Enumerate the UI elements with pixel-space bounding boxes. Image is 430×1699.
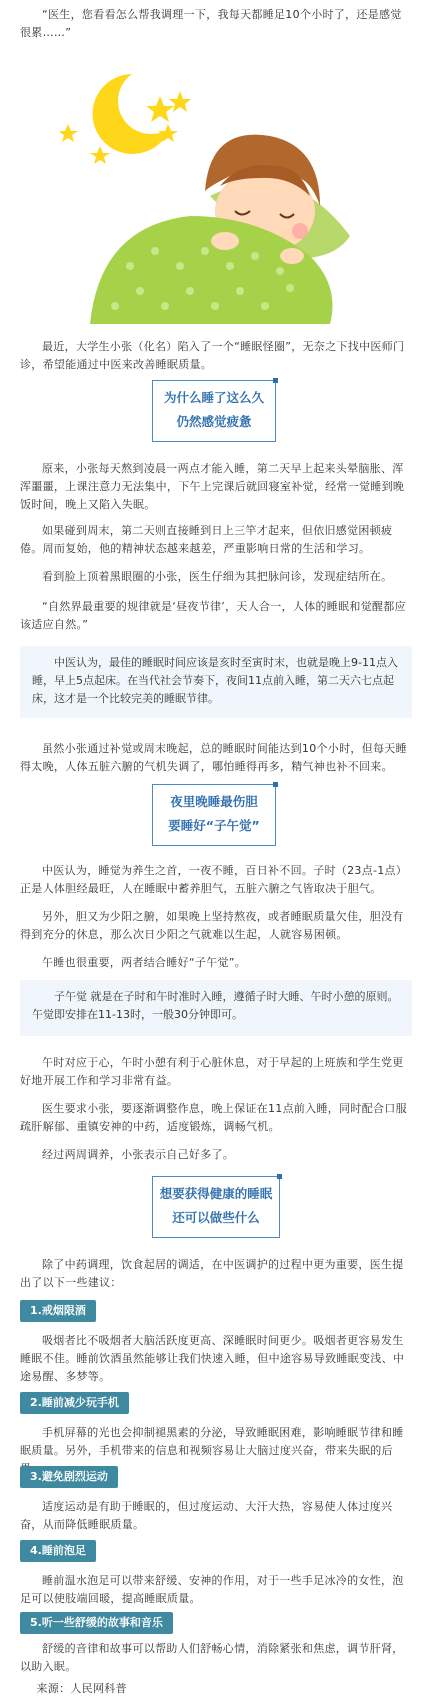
tip-tag: 5.听一些舒缓的故事和音乐	[20, 1612, 173, 1634]
paragraph: 原来，小张每天熬到凌晨一两点才能入睡，第二天早上起来头晕脑胀、浑浑噩噩，上课注意力无法集中，下午上完课后就回寝室补觉，经常一觉睡到晚饭时间，晚上又陷入失眠。	[20, 462, 405, 511]
paragraph: 经过两周调养，小张表示自己好多了。	[42, 1148, 235, 1161]
tip-tag: 1.戒烟限酒	[20, 1300, 96, 1322]
highlight-box: 中医认为，最佳的睡眠时间应该是亥时至寅时末，也就是晚上9-11点入睡，早上5点起床。在当代社会节奏下，夜间11点前入睡，第二天六七点起床，这才是一个比较完美的睡眠节律。	[20, 646, 412, 718]
paragraph: 除了中药调理，饮食起居的调适，在中医调护的过程中更为重要，医生提出了以下一些建议：	[20, 1258, 404, 1289]
paragraph: 中医认为，睡觉为养生之首，一夜不睡，百日补不回。子时（23点-1点）正是人体胆经最旺，人在睡眠中蓄养胆气，五脏六腑之气皆取决于胆气。	[20, 864, 408, 895]
tip-text: 手机屏幕的光也会抑制褪黑素的分泌，导致睡眠困难，影响睡眠节律和睡眠质量。另外，手机带来的信息和视频容易让大脑过度兴奋，带来失眠的后	[20, 1426, 404, 1457]
paragraph: 看到脸上顶着黑眼圈的小张，医生仔细为其把脉问诊，发现症结所在。	[42, 570, 393, 583]
tip-text: 适度运动是有助于睡眠的，但过度运动、大汗大热，容易使人体过度兴奋，从而降低睡眠质量。	[20, 1500, 393, 1531]
tip-text: 睡前温水泡足可以带来舒缓、安神的作用，对于一些手足冰冷的女性，泡足可以使肢端回暖，提高睡眠质量。	[20, 1574, 404, 1605]
highlight-box: 子午觉 就是在子时和午时准时入睡，遵循子时大睡、午时小憩的原则。午觉即安排在11-13时，一般30分钟即可。	[20, 980, 412, 1036]
tip-tag: 2.睡前减少玩手机	[20, 1392, 129, 1414]
paragraph: 另外，胆又为少阳之腑，如果晚上坚持熬夜，或者睡眠质量欠佳，胆没有得到充分的休息，那么次日少阳之气就难以生起，人就容易困顿。	[20, 910, 404, 941]
intro-quote: “医生，您看看怎么帮我调理一下，我每天都睡足10个小时了，还是感觉很累……”	[20, 8, 402, 39]
paragraph: 如果碰到周末，第二天则直接睡到日上三竿才起来，但依旧感觉困顿疲倦。周而复始，他的精神状态越来越差，严重影响日常的生活和学习。	[20, 524, 393, 555]
section-title-box: 为什么睡了这么久 仍然感觉疲惫	[152, 380, 276, 442]
section-title-box: 夜里晚睡最伤胆 要睡好“子午觉”	[152, 784, 276, 846]
paragraph: 医生要求小张，要逐渐调整作息，晚上保证在11点前入睡，同时配合口服疏肝解郁、重镇安神的中药，适度锻炼，调畅气机。	[20, 1102, 407, 1133]
paragraph: “自然界最重要的规律就是‘昼夜节律’，天人合一，人体的睡眠和觉醒都应该适应自然。”	[20, 600, 406, 631]
tip-text: 吸烟者比不吸烟者大脑活跃度更高、深睡眠时间更少。吸烟者更容易发生睡眠不佳。睡前饮酒虽然能够让我们快速入睡，但中途容易导致睡眠变浅、中途易醒、多梦等。	[20, 1334, 405, 1383]
paragraph: 最近，大学生小张（化名）陷入了一个“睡眠怪圈”，无奈之下找中医师门诊，希望能通过中医来改善睡眠质量。	[20, 340, 405, 371]
source-line: 来源：人民网科普	[36, 1682, 127, 1695]
sleeping-boy-illustration	[60, 66, 360, 324]
tip-tag: 3.避免剧烈运动	[20, 1466, 118, 1488]
tip-text: 舒缓的音律和故事可以帮助人们舒畅心情，消除紧张和焦虑，调节肝肾，以助入眠。	[20, 1642, 404, 1673]
paragraph: 午时对应于心，午时小憩有利于心脏休息，对于早起的上班族和学生党更好地开展工作和学习非常有益。	[20, 1056, 404, 1087]
section-title-box: 想要获得健康的睡眠 还可以做些什么	[152, 1176, 280, 1238]
paragraph: 虽然小张通过补觉或周末晚起，总的睡眠时间能达到10个小时，但每天睡得太晚，人体五脏六腑的气机失调了，哪怕睡得再多，精气神也补不回来。	[20, 742, 407, 773]
tip-tag: 4.睡前泡足	[20, 1540, 96, 1562]
paragraph: 午睡也很重要，两者结合睡好“子午觉”。	[42, 956, 247, 969]
